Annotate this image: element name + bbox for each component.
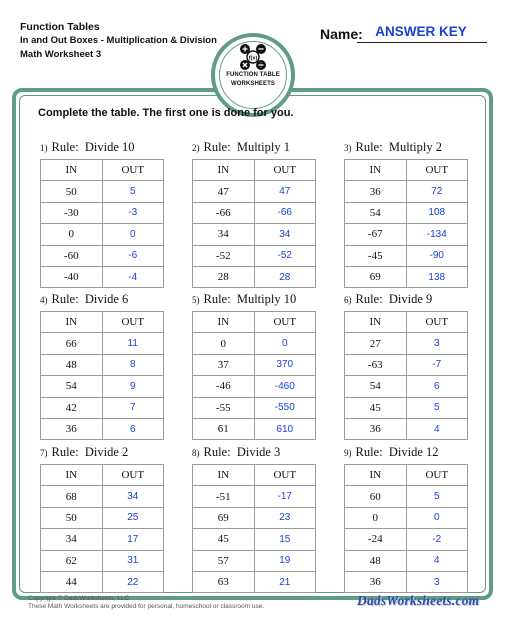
worksheet-title: Function Tables	[20, 21, 100, 33]
answer-key-text: ANSWER KEY	[375, 24, 467, 39]
table-row	[345, 571, 468, 592]
in-value: 54	[345, 376, 407, 397]
out-answer: 0	[102, 224, 164, 245]
out-answer: -550	[254, 397, 316, 418]
in-value: -66	[193, 202, 255, 223]
rule-text: Divide 10	[84, 140, 135, 154]
in-value: 36	[345, 571, 407, 592]
in-value: -63	[345, 354, 407, 375]
rule-prefix: Rule:	[355, 140, 383, 154]
out-answer: 34	[102, 486, 164, 507]
out-answer: 8	[102, 354, 164, 375]
worksheet-number: Math Worksheet 3	[20, 49, 102, 60]
problem-number: 7)	[40, 448, 48, 458]
in-header: IN	[41, 160, 103, 181]
problem-number: 8)	[192, 448, 200, 458]
out-header: OUT	[102, 312, 164, 333]
rule-prefix: Rule:	[203, 292, 231, 306]
out-answer: 5	[102, 181, 164, 202]
in-out-table	[40, 464, 164, 593]
out-answer: 3	[406, 571, 468, 592]
table-row	[345, 333, 468, 354]
in-value: 45	[345, 397, 407, 418]
problem-number: 1)	[40, 143, 48, 153]
out-answer: 47	[254, 181, 316, 202]
in-out-table	[344, 464, 468, 593]
in-value: -45	[345, 245, 407, 266]
in-out-table	[40, 311, 164, 440]
table-row	[345, 507, 468, 528]
out-answer: 31	[102, 550, 164, 571]
in-value: 66	[41, 333, 103, 354]
rule-label	[344, 292, 432, 307]
name-field	[320, 26, 492, 46]
in-value: -46	[193, 376, 255, 397]
table-row	[193, 202, 316, 223]
out-answer: -90	[406, 245, 468, 266]
out-answer: 108	[406, 202, 468, 223]
problem-number: 2)	[192, 143, 200, 153]
out-answer: -66	[254, 202, 316, 223]
table-row	[345, 181, 468, 202]
in-value: -51	[193, 486, 255, 507]
table-row	[193, 376, 316, 397]
in-out-table	[344, 311, 468, 440]
in-out-table	[192, 159, 316, 288]
in-value: 28	[193, 266, 255, 287]
in-value: 36	[41, 418, 103, 439]
in-value: 36	[345, 181, 407, 202]
problem-number: 9)	[344, 448, 352, 458]
out-header: OUT	[102, 465, 164, 486]
in-value: 61	[193, 418, 255, 439]
in-value: 0	[193, 333, 255, 354]
rule-text: Divide 12	[388, 445, 439, 459]
table-row	[345, 397, 468, 418]
table-row	[41, 571, 164, 592]
rule-text: Divide 6	[84, 292, 129, 306]
table-row	[193, 354, 316, 375]
in-out-table	[192, 464, 316, 593]
table-header-row	[41, 160, 164, 181]
out-answer: -134	[406, 224, 468, 245]
table-header-row	[345, 312, 468, 333]
badge-label	[219, 71, 287, 89]
out-answer: 72	[406, 181, 468, 202]
in-value: 57	[193, 550, 255, 571]
table-row	[345, 202, 468, 223]
rule-label	[192, 140, 290, 155]
rule-text: Multiply 10	[236, 292, 297, 306]
rule-prefix: Rule:	[355, 445, 383, 459]
in-value: 0	[345, 507, 407, 528]
out-answer: 370	[254, 354, 316, 375]
out-header: OUT	[254, 160, 316, 181]
instructions: Complete the table. The first one is done for you.	[38, 107, 294, 119]
out-answer: 21	[254, 571, 316, 592]
problem-number: 5)	[192, 295, 200, 305]
in-header: IN	[345, 465, 407, 486]
table-row	[193, 550, 316, 571]
in-value: 69	[345, 266, 407, 287]
in-value: -24	[345, 529, 407, 550]
copyright-text: Copyright © DadsWorksheets, LLC	[28, 595, 130, 602]
in-value: 54	[41, 376, 103, 397]
table-header-row	[41, 465, 164, 486]
table-row	[41, 418, 164, 439]
out-answer: 28	[254, 266, 316, 287]
table-row	[193, 333, 316, 354]
table-row	[193, 507, 316, 528]
in-value: 50	[41, 507, 103, 528]
out-answer: -2	[406, 529, 468, 550]
badge-line-2: WORKSHEETS	[230, 81, 275, 87]
rule-prefix: Rule:	[355, 292, 383, 306]
table-row	[193, 529, 316, 550]
table-row	[345, 418, 468, 439]
table-row	[193, 181, 316, 202]
out-answer: 23	[254, 507, 316, 528]
in-value: -60	[41, 245, 103, 266]
site-logo: DadsWorksheets.com	[357, 593, 480, 608]
out-answer: 9	[102, 376, 164, 397]
out-answer: 11	[102, 333, 164, 354]
in-value: 68	[41, 486, 103, 507]
footer	[28, 595, 264, 611]
table-row	[345, 376, 468, 397]
in-out-table	[40, 159, 164, 288]
worksheet-subtitle: In and Out Boxes - Multiplication & Division	[20, 35, 217, 46]
in-value: 48	[345, 550, 407, 571]
out-answer: 7	[102, 397, 164, 418]
rule-text: Divide 2	[84, 445, 129, 459]
out-answer: 610	[254, 418, 316, 439]
in-value: 37	[193, 354, 255, 375]
in-header: IN	[41, 312, 103, 333]
rule-text: Multiply 2	[388, 140, 442, 154]
out-answer: 4	[406, 550, 468, 571]
table-header-row	[41, 312, 164, 333]
out-answer: -460	[254, 376, 316, 397]
out-header: OUT	[102, 160, 164, 181]
out-answer: 4	[406, 418, 468, 439]
name-label: Name:	[320, 26, 363, 42]
out-answer: 138	[406, 266, 468, 287]
in-header: IN	[193, 465, 255, 486]
in-header: IN	[345, 160, 407, 181]
out-answer: -17	[254, 486, 316, 507]
rule-label	[344, 445, 439, 460]
table-row	[41, 550, 164, 571]
rule-prefix: Rule:	[203, 140, 231, 154]
out-answer: 5	[406, 397, 468, 418]
table-header-row	[345, 160, 468, 181]
out-answer: 3	[406, 333, 468, 354]
rule-text: Multiply 1	[236, 140, 290, 154]
table-header-row	[345, 465, 468, 486]
rule-prefix: Rule:	[51, 292, 79, 306]
table-row	[41, 486, 164, 507]
in-out-table	[344, 159, 468, 288]
function-operators-icon	[236, 42, 270, 72]
in-value: -55	[193, 397, 255, 418]
table-row	[41, 181, 164, 202]
rule-label	[40, 292, 128, 307]
table-row	[41, 376, 164, 397]
out-answer: -6	[102, 245, 164, 266]
in-value: 69	[193, 507, 255, 528]
badge-line-1: FUNCTION TABLE	[226, 72, 280, 78]
rule-text: Divide 3	[236, 445, 281, 459]
table-row	[193, 571, 316, 592]
table-row	[41, 202, 164, 223]
out-answer: -3	[102, 202, 164, 223]
table-row	[41, 333, 164, 354]
rule-label	[192, 292, 296, 307]
rule-label	[40, 140, 135, 155]
in-out-table	[192, 311, 316, 440]
rule-prefix: Rule:	[51, 140, 79, 154]
rule-text: Divide 9	[388, 292, 433, 306]
in-value: 50	[41, 181, 103, 202]
out-answer: -7	[406, 354, 468, 375]
in-value: -52	[193, 245, 255, 266]
table-row	[193, 224, 316, 245]
out-answer: -4	[102, 266, 164, 287]
table-row	[345, 245, 468, 266]
in-header: IN	[193, 312, 255, 333]
table-header-row	[193, 312, 316, 333]
table-row	[345, 529, 468, 550]
rule-prefix: Rule:	[203, 445, 231, 459]
table-row	[345, 224, 468, 245]
in-value: 54	[345, 202, 407, 223]
table-row	[345, 266, 468, 287]
usage-note: These Math Worksheets are provided for personal, homeschool or classroom use.	[28, 603, 265, 610]
problem-number: 6)	[344, 295, 352, 305]
table-row	[345, 486, 468, 507]
out-answer: 34	[254, 224, 316, 245]
out-answer: 6	[406, 376, 468, 397]
out-answer: 25	[102, 507, 164, 528]
table-row	[41, 245, 164, 266]
table-row	[193, 266, 316, 287]
out-header: OUT	[254, 465, 316, 486]
in-value: 36	[345, 418, 407, 439]
in-header: IN	[41, 465, 103, 486]
problem-number: 3)	[344, 143, 352, 153]
out-header: OUT	[406, 312, 468, 333]
in-value: 42	[41, 397, 103, 418]
in-value: 34	[193, 224, 255, 245]
out-header: OUT	[406, 160, 468, 181]
in-value: 45	[193, 529, 255, 550]
table-header-row	[193, 465, 316, 486]
in-value: -67	[345, 224, 407, 245]
in-value: 48	[41, 354, 103, 375]
table-row	[193, 245, 316, 266]
rule-label	[344, 140, 442, 155]
rule-label	[192, 445, 280, 460]
in-value: 63	[193, 571, 255, 592]
table-row	[41, 507, 164, 528]
table-row	[345, 354, 468, 375]
out-header: OUT	[406, 465, 468, 486]
table-row	[41, 529, 164, 550]
in-value: 60	[345, 486, 407, 507]
in-header: IN	[193, 160, 255, 181]
in-value: 44	[41, 571, 103, 592]
out-answer: 22	[102, 571, 164, 592]
table-row	[193, 486, 316, 507]
table-row	[193, 397, 316, 418]
problem-number: 4)	[40, 295, 48, 305]
table-header-row	[193, 160, 316, 181]
table-row	[41, 354, 164, 375]
table-row	[345, 550, 468, 571]
out-answer: 15	[254, 529, 316, 550]
out-answer: 17	[102, 529, 164, 550]
out-answer: 19	[254, 550, 316, 571]
table-row	[193, 418, 316, 439]
out-answer: 6	[102, 418, 164, 439]
rule-prefix: Rule:	[51, 445, 79, 459]
in-header: IN	[345, 312, 407, 333]
table-row	[41, 266, 164, 287]
out-answer: -52	[254, 245, 316, 266]
in-value: 27	[345, 333, 407, 354]
rule-label	[40, 445, 128, 460]
in-value: 62	[41, 550, 103, 571]
out-answer: 5	[406, 486, 468, 507]
in-value: -30	[41, 202, 103, 223]
out-answer: 0	[406, 507, 468, 528]
name-underline	[357, 42, 487, 43]
in-value: -40	[41, 266, 103, 287]
out-answer: 0	[254, 333, 316, 354]
out-header: OUT	[254, 312, 316, 333]
badge-icon-text: f(x)	[248, 55, 258, 62]
in-value: 34	[41, 529, 103, 550]
table-row	[41, 397, 164, 418]
in-value: 47	[193, 181, 255, 202]
table-row	[41, 224, 164, 245]
in-value: 0	[41, 224, 103, 245]
worksheet-header	[20, 20, 217, 62]
